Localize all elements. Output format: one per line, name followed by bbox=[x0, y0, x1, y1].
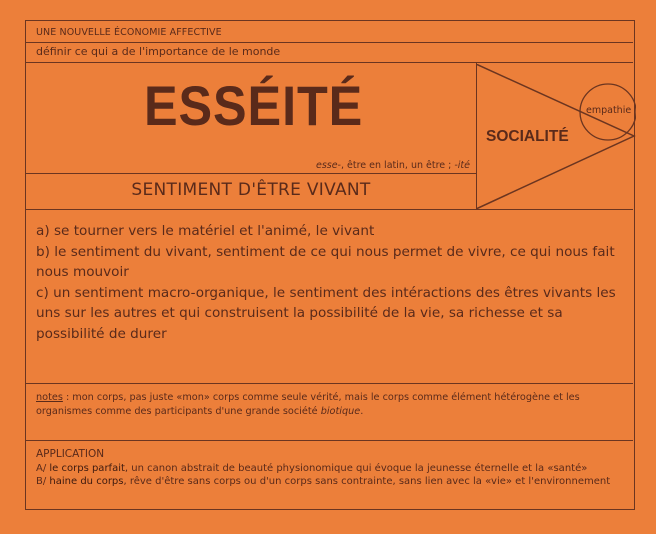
etym-suffix: -ité bbox=[454, 160, 470, 171]
rule-top bbox=[26, 42, 633, 43]
definition-b: b) le sentiment du vivant, sentiment de ce qui nous permet de vivre, ce qui nous fait nous mouvoir bbox=[36, 243, 615, 280]
definition-card bbox=[25, 20, 635, 510]
item-a-prefix: A/ bbox=[36, 462, 50, 474]
headword: ESSÉITÉ bbox=[144, 74, 364, 137]
notes bbox=[36, 391, 626, 419]
item-a-bold: le corps parfait bbox=[49, 462, 125, 474]
definitions bbox=[36, 221, 626, 344]
item-b-prefix: B/ bbox=[36, 476, 50, 487]
subtitle: définir ce qui a de l'importance de le monde bbox=[36, 45, 281, 58]
circle-label: empathie bbox=[586, 105, 632, 116]
etym-middle: , être en latin, un être ; bbox=[341, 160, 455, 171]
rule-above-application bbox=[26, 440, 633, 441]
notes-text-1: : mon corps, pas juste «mon» corps comme seule vérité, mais le corps comme élément hétérogène et les organismes comme des participants d'une grande société bbox=[36, 392, 580, 417]
definition-a: a) se tourner vers le matériel et l'animé, le vivant bbox=[36, 223, 375, 239]
item-b-rest: , rêve d'être sans corps ou d'un corps sans contrainte, sans lien avec la «vie» et l'environnement bbox=[123, 476, 611, 487]
application-item-b bbox=[36, 475, 626, 489]
notes-italic: biotique bbox=[320, 406, 361, 417]
rule-above-notes bbox=[26, 383, 633, 384]
rule-under-word bbox=[26, 173, 476, 174]
application-heading: APPLICATION bbox=[36, 448, 105, 460]
item-a-rest: , un canon abstrait de beauté physionomique qui évoque la jeunesse éternelle et la «santé» bbox=[124, 462, 588, 474]
notes-text-2: . bbox=[360, 406, 364, 417]
application bbox=[36, 448, 626, 489]
etymology bbox=[316, 160, 470, 171]
gloss: SENTIMENT D'ÊTRE VIVANT bbox=[131, 180, 371, 200]
application-item-a bbox=[36, 462, 626, 476]
etym-prefix: esse- bbox=[315, 160, 341, 171]
arrow-label: SOCIALITÉ bbox=[486, 128, 569, 145]
item-b-bold: haine du corps bbox=[49, 476, 124, 487]
notes-label: notes bbox=[36, 392, 63, 403]
kicker: UNE NOUVELLE ÉCONOMIE AFFECTIVE bbox=[36, 27, 222, 38]
rule-under-subtitle bbox=[26, 62, 633, 63]
definition-c: c) un sentiment macro-organique, le sentiment des intéractions des êtres vivants les uns sur les autres et qui construisent la possibilité de la vie, sa richesse et sa possibilité de durer bbox=[36, 284, 616, 342]
